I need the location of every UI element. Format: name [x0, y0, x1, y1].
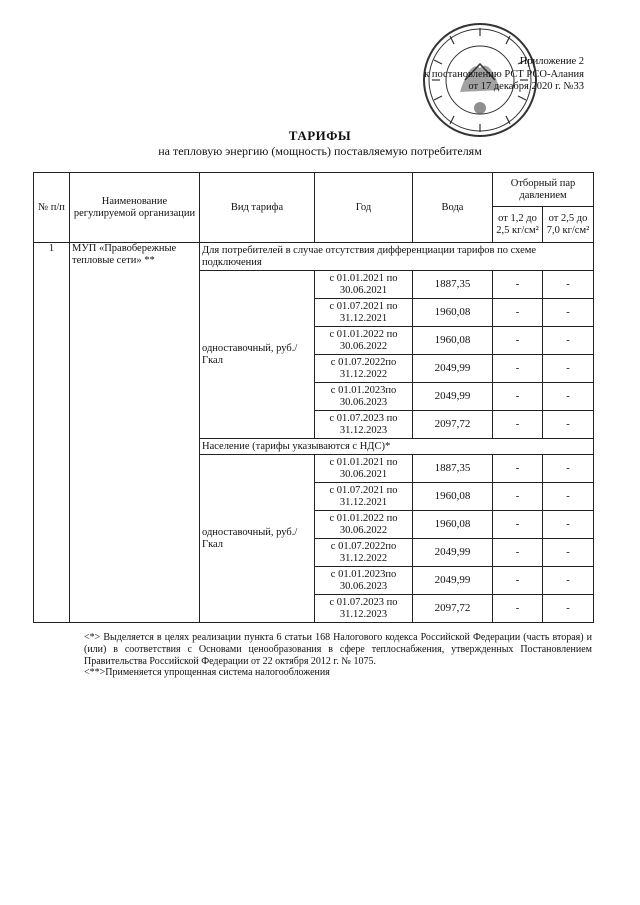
steam-1-value: - [493, 595, 543, 623]
steam-2-value: - [543, 299, 594, 327]
steam-1-value: - [493, 411, 543, 439]
water-value: 1960,08 [413, 299, 493, 327]
water-value: 1960,08 [413, 327, 493, 355]
steam-1-value: - [493, 355, 543, 383]
period-cell: с 01.01.2021 по 30.06.2021 [315, 271, 413, 299]
period-cell: с 01.07.2022по 31.12.2022 [315, 355, 413, 383]
header-water: Вода [413, 173, 493, 243]
steam-1-value: - [493, 299, 543, 327]
water-value: 2097,72 [413, 595, 493, 623]
period-cell: с 01.07.2023 по 31.12.2023 [315, 595, 413, 623]
water-value: 2049,99 [413, 539, 493, 567]
period-cell: с 01.01.2022 по 30.06.2022 [315, 511, 413, 539]
document-subtitle: на тепловую энергию (мощность) поставляемую потребителям [158, 144, 482, 158]
appendix-line-1: Приложение 2 [519, 56, 584, 67]
steam-1-value: - [493, 383, 543, 411]
steam-2-value: - [543, 511, 594, 539]
steam-2-value: - [543, 455, 594, 483]
steam-2-value: - [543, 383, 594, 411]
section-2-title: Население (тарифы указываются с НДС)* [200, 439, 594, 455]
period-cell: с 01.07.2021 по 31.12.2021 [315, 299, 413, 327]
steam-1-value: - [493, 567, 543, 595]
period-cell: с 01.01.2023по 30.06.2023 [315, 383, 413, 411]
section-1-tariff-type: одноставочный, руб./Гкал [200, 271, 315, 439]
header-steam: Отборный пар давлением [493, 173, 594, 207]
steam-1-value: - [493, 327, 543, 355]
appendix-line-2: к постановлению РСТ РСО-Алания [424, 68, 584, 80]
header-steam-2: от 2,5 до 7,0 кг/см² [543, 207, 594, 243]
period-cell: с 01.01.2021 по 30.06.2021 [315, 455, 413, 483]
steam-2-value: - [543, 327, 594, 355]
tariff-table [33, 172, 594, 623]
period-cell: с 01.07.2023 по 31.12.2023 [315, 411, 413, 439]
water-value: 2049,99 [413, 567, 493, 595]
water-value: 2049,99 [413, 355, 493, 383]
steam-1-value: - [493, 483, 543, 511]
steam-2-value: - [543, 595, 594, 623]
period-cell: с 01.07.2022по 31.12.2022 [315, 539, 413, 567]
water-value: 1960,08 [413, 511, 493, 539]
steam-2-value: - [543, 411, 594, 439]
steam-2-value: - [543, 483, 594, 511]
water-value: 2097,72 [413, 411, 493, 439]
water-value: 1887,35 [413, 271, 493, 299]
period-cell: с 01.07.2021 по 31.12.2021 [315, 483, 413, 511]
header-year: Год [315, 173, 413, 243]
steam-1-value: - [493, 455, 543, 483]
row-number: 1 [34, 243, 70, 623]
steam-2-value: - [543, 271, 594, 299]
steam-1-value: - [493, 511, 543, 539]
steam-2-value: - [543, 539, 594, 567]
period-cell: с 01.01.2022 по 30.06.2022 [315, 327, 413, 355]
steam-1-value: - [493, 539, 543, 567]
steam-2-value: - [543, 355, 594, 383]
steam-2-value: - [543, 567, 594, 595]
water-value: 2049,99 [413, 383, 493, 411]
footnote-vat: <*> Выделяется в целях реализации пункта 6 статьи 168 Налогового кодекса Российской Федерации (часть вторая) и (или) в соответствия с Основами ценообразования в сфере теплоснабжения, утвержденных Постановлением Правительства Российской Федерации от 22 октября 2012 г. № 1075. [84, 632, 592, 667]
header-num: № п/п [34, 173, 70, 243]
period-cell: с 01.01.2023по 30.06.2023 [315, 567, 413, 595]
header-org: Наименование регулируемой организации [70, 173, 200, 243]
organization-name: МУП «Правобережные тепловые сети» ** [70, 243, 200, 623]
water-value: 1887,35 [413, 455, 493, 483]
appendix-line-3: от 17 декабря 2020 г. №33 [468, 81, 584, 92]
steam-1-value: - [493, 271, 543, 299]
section-1-title: Для потребителей в случае отсутствия дифференциации тарифов по схеме подключения [200, 243, 594, 271]
appendix-reference [394, 56, 584, 94]
water-value: 1960,08 [413, 483, 493, 511]
document-title: ТАРИФЫ [288, 128, 352, 143]
header-steam-1: от 1,2 до 2,5 кг/см² [493, 207, 543, 243]
section-2-tariff-type: одноставочный, руб./Гкал [200, 455, 315, 623]
footnotes [84, 632, 592, 679]
footnote-simplified-tax: <**>Применяется упрощенная система налогообложения [84, 667, 330, 679]
header-tariff-type: Вид тарифа [200, 173, 315, 243]
